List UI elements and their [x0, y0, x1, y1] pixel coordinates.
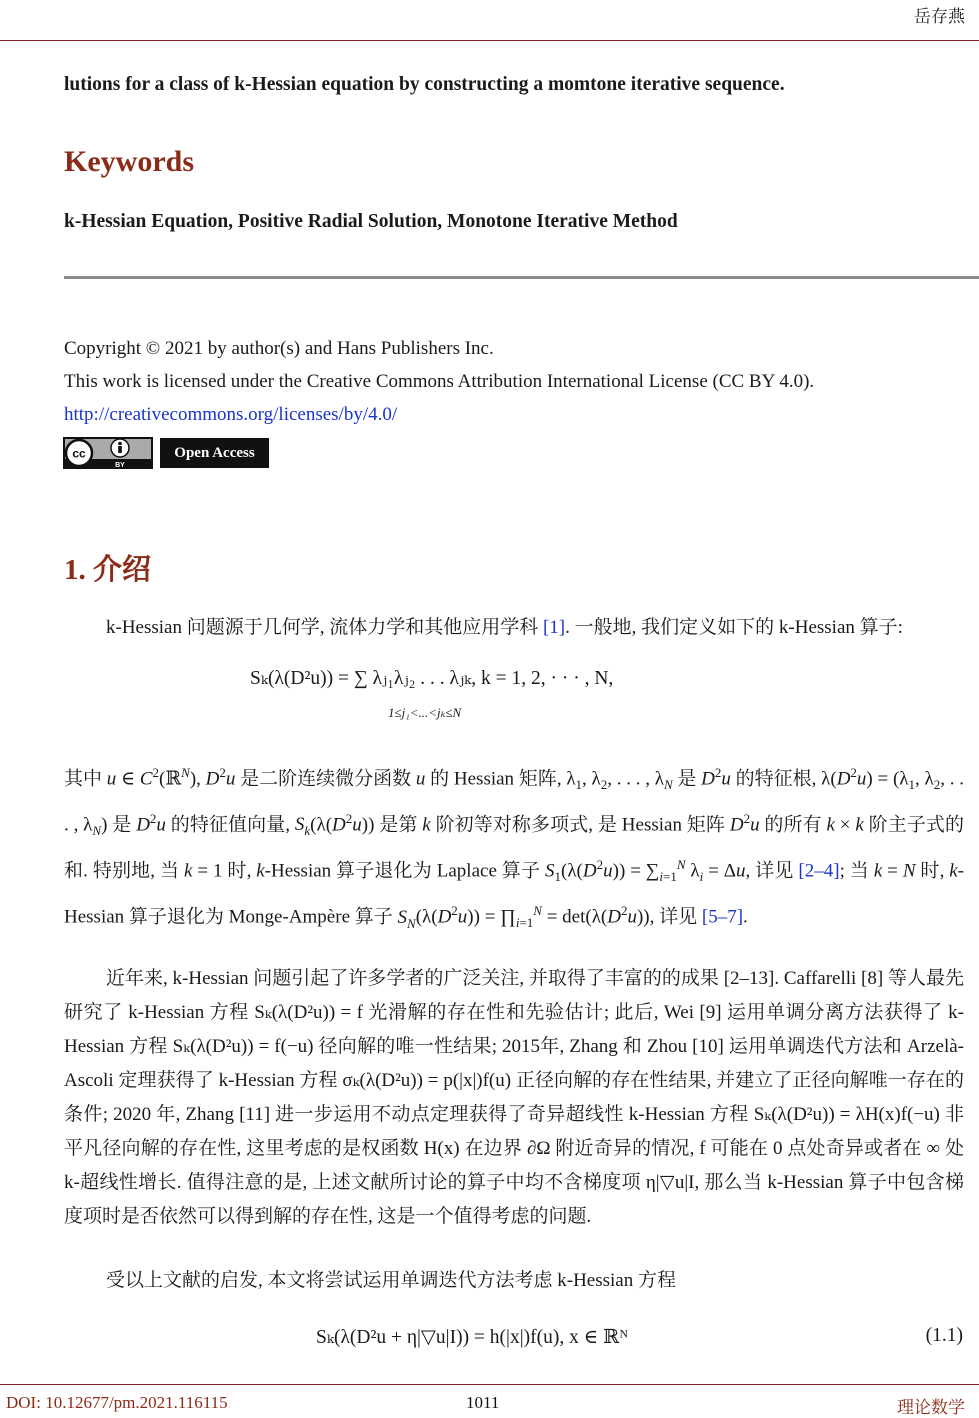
- equation-sum-index: 1≤j₁<...<jₖ≤N: [388, 705, 462, 720]
- keywords-text: k-Hessian Equation, Positive Radial Solution, Monotone Iterative Method: [64, 211, 678, 232]
- section-divider: [64, 276, 979, 279]
- license-link[interactable]: http://creativecommons.org/licenses/by/4.0/: [64, 404, 398, 425]
- abstract-tail: lutions for a class of k-Hessian equation by constructing a momtone iterative sequence.: [64, 74, 785, 95]
- section-heading: [64, 547, 151, 588]
- paragraph-definitions: 其中 u ∈ $C^2(ℝ^N)$, $D^2u$ 是二阶连续微分函数 u 的 Hessian 矩阵, $\lambda_1$, $\lambda_2$, . . . , $\lambda_N$ 是 $D^2u$ 的特征根, $\lambda(D^2u) = (\lambda_1$, $\lambda_2$, . . . , $\lambda_N$) 是 $D^2u$ 的特征值向量, $S_k(\lambda(D^2u))$ 是第 k 阶初等对称多项式, 是 Hessian 矩阵 $D^2u$ 的所有 k × k 阶主子式的和. 特别地, 当 k = 1 时, k-Hessian 算子退化为 Laplace 算子 $S_1(\lambda(D^2u)) = \sum_{i=1}^N$ $\lambda_i = \Delta u$, 详见 [2–4]; 当 k = N 时, k-Hessian 算子退化为 Monge-Ampère 算子 $S_N(\lambda(D^2u))$ = $\prod_{i=1}^N = \det(\lambda(D^2u))$, 详见 [5–7].: [64, 765, 964, 931]
- by-badge-label: BY: [115, 462, 125, 469]
- running-header-author: 岳存燕: [914, 7, 965, 26]
- header-rule: [0, 40, 979, 41]
- footer-journal-name: 理论数学: [897, 1398, 965, 1417]
- keywords-heading: Keywords: [64, 145, 194, 178]
- section-number: 1.: [64, 554, 86, 586]
- intro-text-a: k-Hessian 问题源于几何学, 流体力学和其他应用学科: [106, 617, 543, 638]
- equation-main-problem: Sₖ(λ(D²u + η|▽u|I)) = h(|x|)f(u), x ∈ ℝᴺ: [316, 1327, 629, 1348]
- open-access-badge: Open Access: [160, 438, 269, 468]
- equation-hessian-operator: Sₖ(λ(D²u)) = ∑ λⱼ₁λⱼ₂ . . . λⱼₖ, k = 1, 2, · · · , N,: [250, 668, 614, 689]
- footer-page-number: 1011: [466, 1393, 500, 1412]
- paragraph-intro: [64, 611, 964, 645]
- paragraph-motivation: 受以上文献的启发, 本文将尝试运用单调迭代方法考虑 k-Hessian 方程: [106, 1270, 676, 1291]
- license-line: This work is licensed under the Creative Commons Attribution International License (CC BY 4.0).: [64, 371, 815, 392]
- section-title: 介绍: [93, 554, 152, 586]
- footer-rule: [0, 1384, 979, 1385]
- copyright-line: Copyright © 2021 by author(s) and Hans Publishers Inc.: [64, 338, 494, 359]
- cc-by-badge-icon: [63, 437, 153, 469]
- footer-doi[interactable]: DOI: 10.12677/pm.2021.116115: [6, 1393, 228, 1412]
- equation-number: (1.1): [925, 1325, 963, 1346]
- cc-badge-label: cc: [72, 446, 86, 461]
- citation-link[interactable]: [1]: [542, 617, 566, 638]
- paragraph-literature-review: 近年来, k-Hessian 问题引起了许多学者的广泛关注, 并取得了丰富的的成果 [2–13]. Caffarelli [8] 等人最先研究了 k-Hessian 方程 Sₖ(λ(D²u)) = f 光滑解的存在性和先验估计; 此后, Wei [9] 运用单调分离方法获得了 k-Hessian 方程 Sₖ(λ(D²u)) = f(−u) 径向解的唯一性结果; 2015年, Zhang 和 Zhou [10] 运用单调迭代方法和 Arzelà-Ascoli 定理获得了 k-Hessian 方程 σₖ(λ(D²u)) = p(|x|)f(u) 正径向解的存在性结果, 并建立了正径向解唯一存在的条件; 2020 年, Zhang [11] 进一步运用不动点定理获得了奇异超线性 k-Hessian 方程 Sₖ(λ(D²u)) = λH(x)f(−u) 非平凡径向解的存在性, 这里考虑的是权函数 H(x) 在边界 ∂Ω 附近奇异的情况, f 可能在 0 点处奇异或者在 ∞ 处 k-超线性增长. 值得注意的是, 上述文献所讨论的算子中均不含梯度项 η|▽u|I, 那么当 k-Hessian 算子中包含梯度项时是否依然可以得到解的存在性, 这是一个值得考虑的问题.: [64, 968, 964, 1227]
- intro-text-b: . 一般地, 我们定义如下的 k-Hessian 算子:: [565, 617, 903, 638]
